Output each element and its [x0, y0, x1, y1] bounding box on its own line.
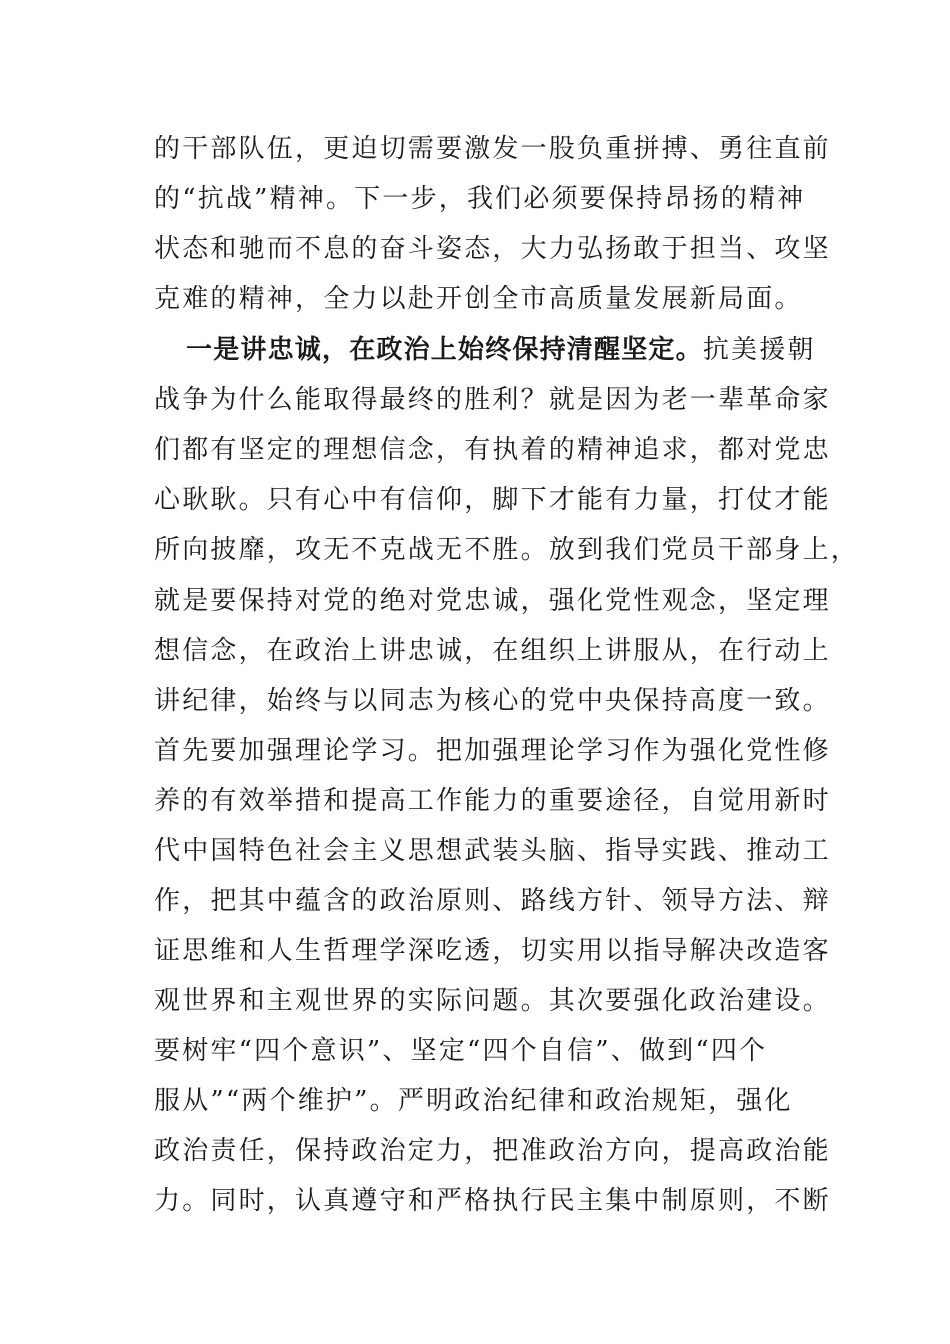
text-line: 克难的精神，全力以赴开创全市高质量发展新局面。: [154, 284, 803, 314]
text-line: 就是要保持对党的绝对党忠诚，强化党性观念，坚定理: [154, 586, 831, 616]
text-line: 养的有效举措和提高工作能力的重要途径，自觉用新时: [154, 786, 831, 816]
text-line: 首先要加强理论学习。把加强理论学习作为强化党性修: [154, 736, 831, 766]
text-line: 的“抗战”精神。下一步，我们必须要保持昂扬的精神: [154, 184, 806, 214]
heading-continuation: 抗美援朝: [702, 335, 816, 365]
text-line: 服从”“两个维护”。严明政治纪律和政治规矩，强化: [154, 1086, 793, 1116]
text-line: 代中国特色社会主义思想武装头脑、指导实践、推动工: [154, 836, 831, 866]
text-line: 政治责任，保持政治定力，把准政治方向，提高政治能: [154, 1136, 831, 1166]
text-line: 要树牢“四个意识”、坚定“四个自信”、做到“四个: [154, 1036, 768, 1066]
text-line: 力。同时，认真遵守和严格执行民主集中制原则，不断: [154, 1186, 831, 1216]
text-line: 观世界和主观世界的实际问题。其次要强化政治建设。: [154, 986, 831, 1016]
paragraph-heading: 一是讲忠诚，在政治上始终保持清醒坚定。: [186, 335, 703, 365]
text-line: 作，把其中蕴含的政治原则、路线方针、领导方法、辩: [154, 886, 831, 916]
text-line: 战争为什么能取得最终的胜利？就是因为老一辈革命家: [154, 385, 831, 415]
paragraph-heading-line: [186, 330, 836, 370]
text-line: 的干部队伍，更迫切需要激发一股负重拼搏、勇往直前: [154, 134, 831, 164]
text-line: 讲纪律，始终与以同志为核心的党中央保持高度一致。: [154, 686, 831, 716]
text-line: 想信念，在政治上讲忠诚，在组织上讲服从，在行动上: [154, 636, 831, 666]
text-line: 心耿耿。只有心中有信仰，脚下才能有力量，打仗才能: [154, 485, 831, 515]
text-line: 所向披靡，攻无不克战无不胜。放到我们党员干部身上，: [154, 535, 860, 565]
text-line: 状态和驰而不息的奋斗姿态，大力弘扬敢于担当、攻坚: [154, 234, 831, 264]
text-line: 证思维和人生哲理学深吃透，切实用以指导解决改造客: [154, 936, 831, 966]
text-line: 们都有坚定的理想信念，有执着的精神追求，都对党忠: [154, 435, 831, 465]
